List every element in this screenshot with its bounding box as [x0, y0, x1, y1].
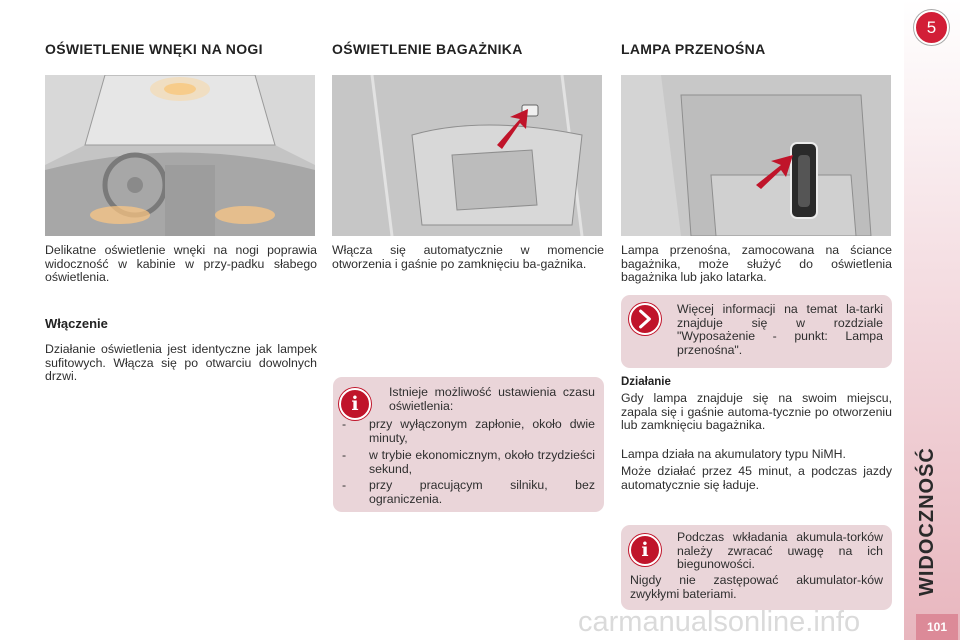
- page-number: 101: [916, 614, 958, 640]
- bullet-dash: -: [342, 448, 347, 462]
- battery-replacement-warning-text: Nigdy nie zastępować akumulator-ków zwykłymi bateriami.: [630, 573, 883, 601]
- watermark-text: carmanualsonline.info: [578, 606, 861, 638]
- footwell-lighting-photo: [45, 75, 315, 236]
- bullet-dash: -: [342, 478, 347, 492]
- subheading-operation: Działanie: [621, 376, 671, 388]
- boot-lighting-intro-text: Włącza się automatycznie w momencie otworzenia i gaśnie po zamknięciu ba-gażnika.: [332, 243, 604, 271]
- list-item-text: w trybie ekonomicznym, około trzydzieści sekund,: [369, 448, 595, 476]
- portable-lamp-reference-box: [621, 295, 892, 368]
- reference-box-text: Więcej informacji na temat la-tarki znajduje się w rozdziale "Wyposażenie - punkt: Lampa przenośna".: [677, 302, 883, 357]
- info-icon: i: [629, 534, 661, 566]
- chapter-number: 5: [926, 17, 937, 37]
- boot-lighting-photo: [332, 75, 602, 236]
- polarity-warning-text: Podczas wkładania akumula-torków należy zwracać uwagę na ich biegunowości.: [677, 530, 883, 572]
- battery-type-text: Lampa działa na akumulatory typu NiMH.: [621, 447, 846, 461]
- chapter-number-badge: [914, 10, 949, 45]
- info-icon: i: [339, 388, 371, 420]
- portable-lamp-operation-text: Gdy lampa znajduje się na swoim miejscu, zapala się i gaśnie automa-tycznie po otworzeniu lub zamknięciu bagażnika.: [621, 391, 892, 433]
- bullet-dash: -: [342, 417, 347, 431]
- section-heading-footwell: OŚWIETLENIE WNĘKI NA NOGI: [45, 41, 263, 57]
- battery-warning-info-box: [621, 525, 892, 610]
- portable-lamp-intro-text: Lampa przenośna, zamocowana na ściance bagażnika, może służyć do oświetlenia bagażnika lub jako latarka.: [621, 243, 892, 285]
- footwell-intro-text: Delikatne oświetlenie wnęki na nogi poprawia widoczność w kabinie w przy-padku słabego oświetlenia.: [45, 243, 317, 285]
- chapter-title: WIDOCZNOŚĆ: [916, 447, 938, 596]
- list-item-text: przy pracującym silniku, bez ograniczenia.: [369, 478, 595, 506]
- list-item-text: przy wyłączonym zapłonie, około dwie minuty,: [369, 417, 595, 445]
- footwell-operation-text: Działanie oświetlenia jest identyczne jak lampek sufitowych. Włącza się po otwarciu dowolnych drzwi.: [45, 342, 317, 384]
- info-box-title: Istnieje możliwość ustawienia czasu oświetlenia:: [389, 385, 595, 413]
- portable-lamp-photo: [621, 75, 891, 236]
- subheading-switching-on: Włączenie: [45, 316, 108, 331]
- time-setting-info-box: [333, 377, 604, 512]
- section-heading-boot-lighting: OŚWIETLENIE BAGAŻNIKA: [332, 41, 523, 57]
- chevron-right-icon: [629, 303, 661, 335]
- runtime-text: Może działać przez 45 minut, a podczas jazdy automatycznie się ładuje.: [621, 464, 892, 492]
- section-heading-portable-lamp: LAMPA PRZENOŚNA: [621, 41, 766, 57]
